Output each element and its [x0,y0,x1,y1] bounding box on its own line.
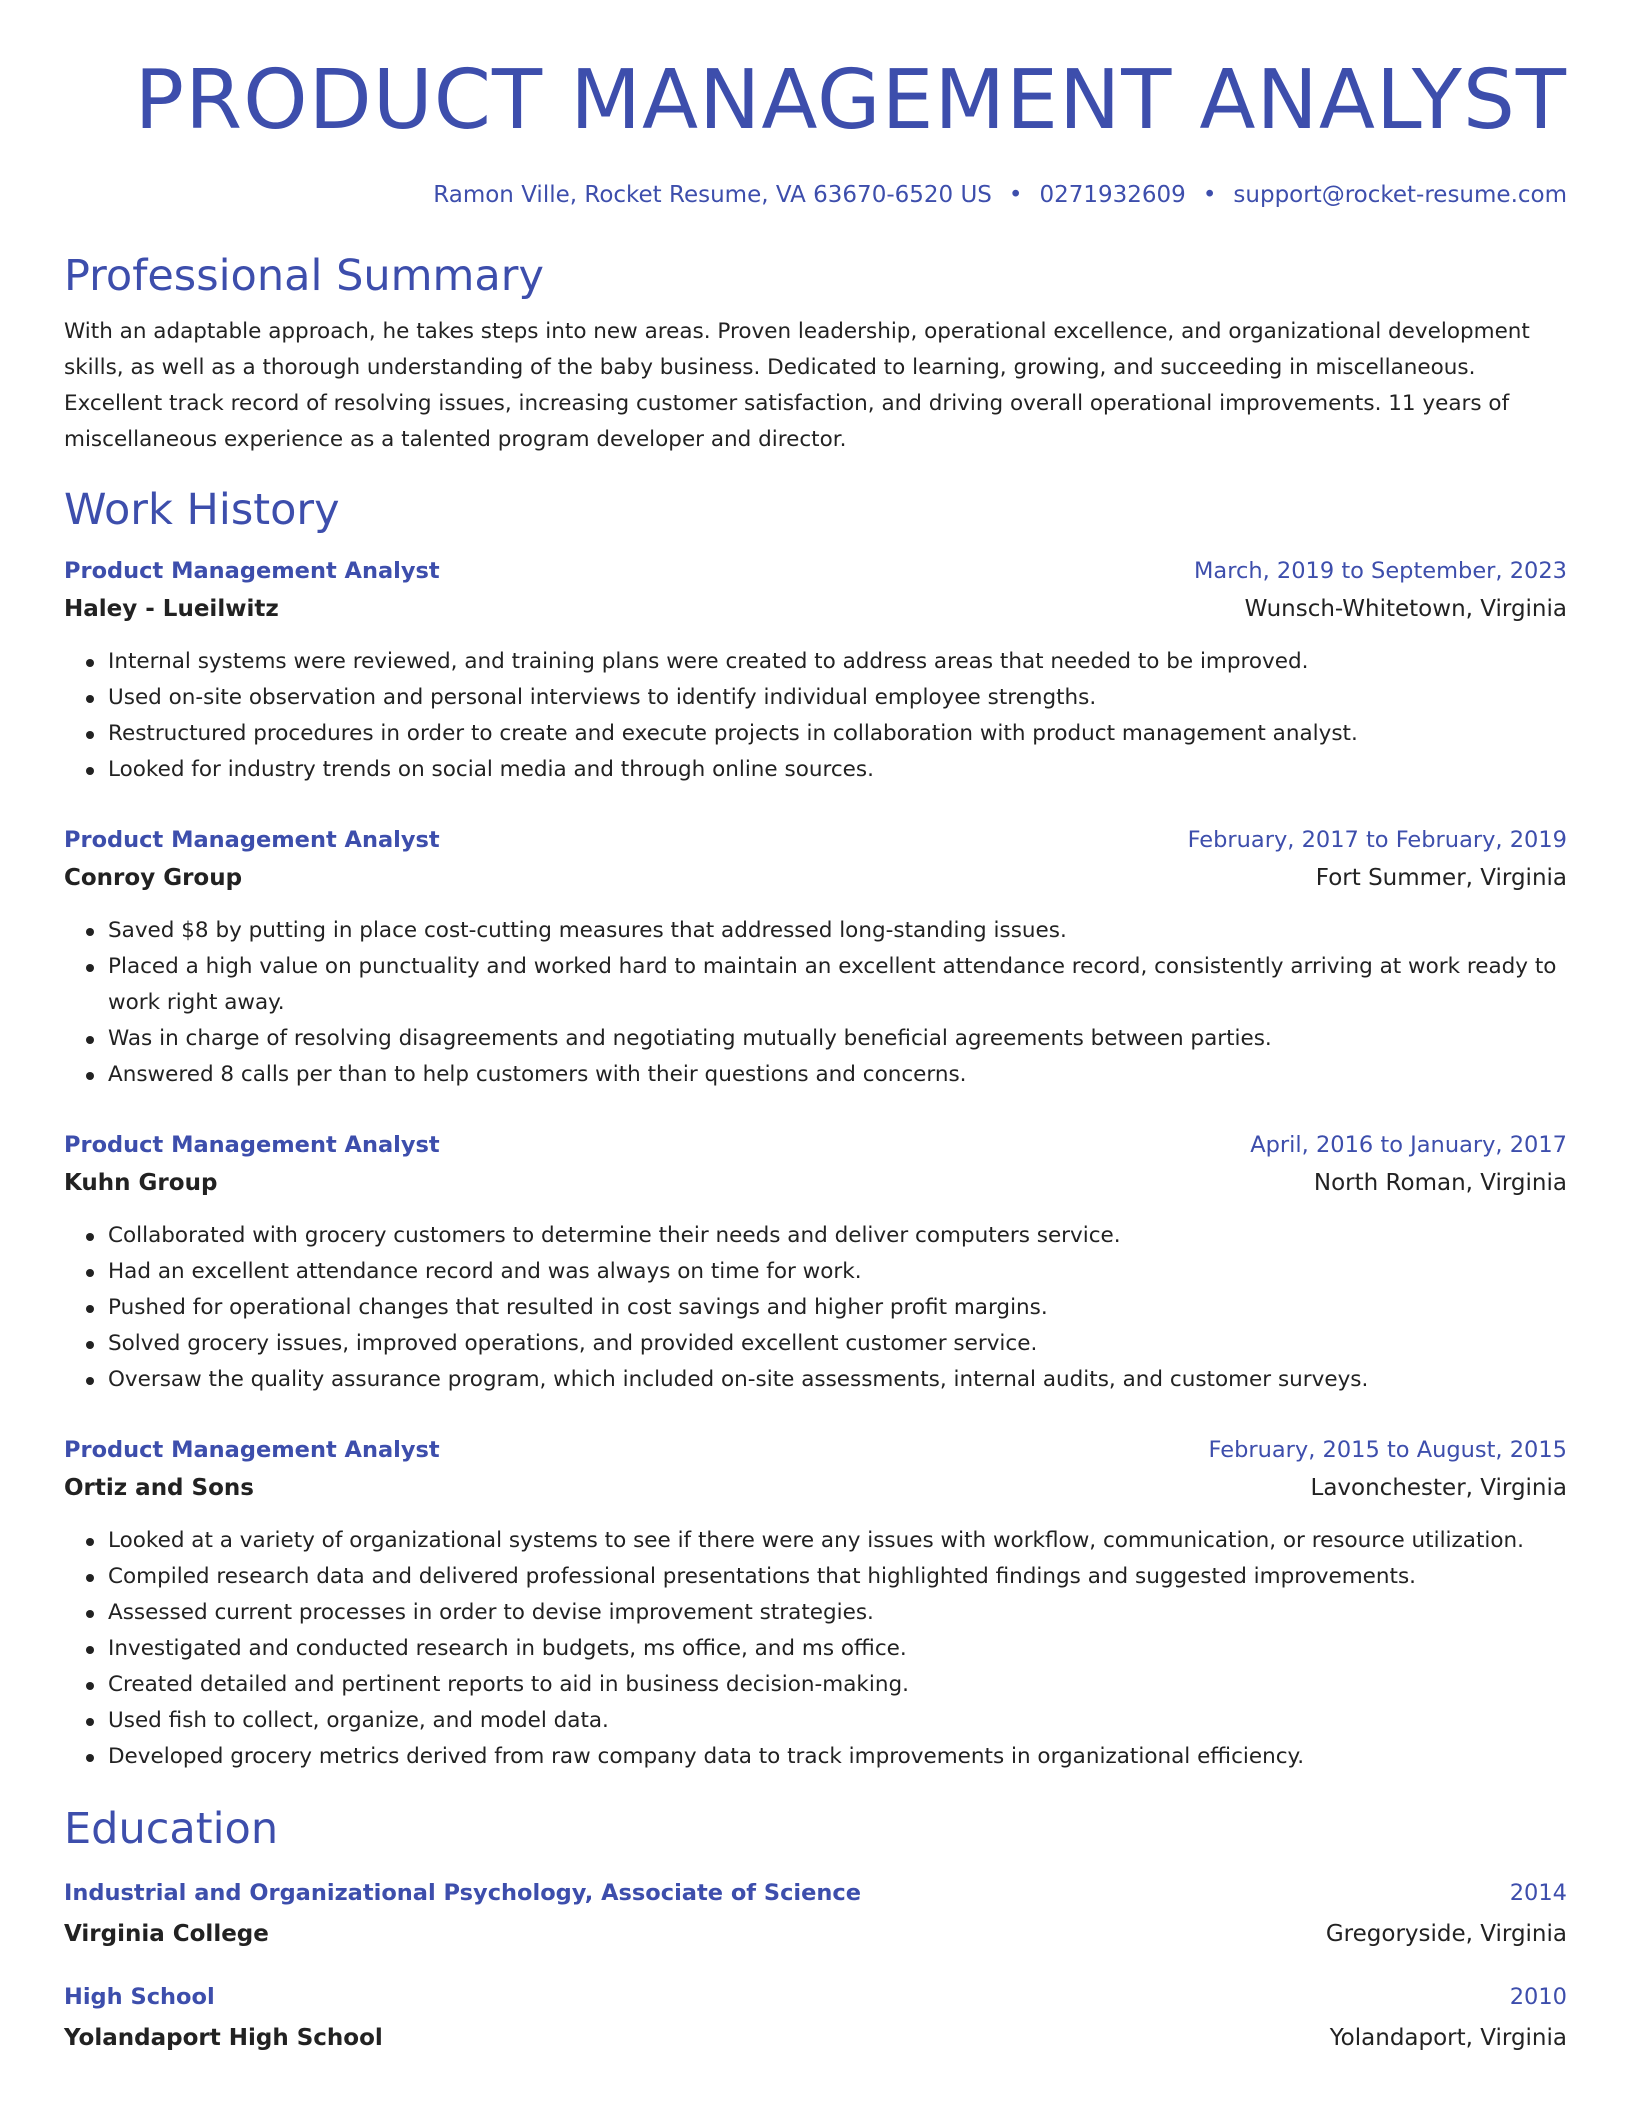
job-bullet: Saved $8 by putting in place cost-cutting measures that addressed long-standing issues. [108,913,1567,949]
job-location: North Roman, Virginia [1313,1170,1567,1196]
job-title: Product Management Analyst [64,1437,440,1463]
job-bullet: Looked at a variety of organizational systems to see if there were any issues with workflow, communication, or resource utilization. [108,1523,1567,1559]
education-entry [64,1875,1567,1953]
job-dates: February, 2015 to August, 2015 [1208,1437,1567,1463]
job-bullet: Restructured procedures in order to create and execute projects in collaboration with product management analyst. [108,716,1567,752]
education-school: Yolandaport High School [64,2025,383,2051]
education-degree: Industrial and Organizational Psychology, Associate of Science [64,1880,862,1906]
education-location: Gregoryside, Virginia [1325,1921,1567,1947]
job-bullet-list [64,1218,1567,1398]
section-heading-education: Education [64,1804,279,1854]
job-company: Haley - Lueilwitz [64,596,279,622]
contact-phone: 0271932609 [1039,182,1186,208]
job-company: Conroy Group [64,865,243,891]
job-entry [64,553,1567,788]
job-entry [64,1432,1567,1775]
contact-line [64,180,1567,210]
job-location: Wunsch-Whitetown, Virginia [1244,596,1567,622]
candidate-title: PRODUCT MANAGEMENT ANALYST [134,53,1567,148]
contact-address: Ramon Ville, Rocket Resume, VA 63670-6520 US [433,182,992,208]
job-bullet: Internal systems were reviewed, and training plans were created to address areas that needed to be improved. [108,644,1567,680]
job-bullet: Placed a high value on punctuality and worked hard to maintain an excellent attendance record, consistently arriving at work ready to work right away. [108,949,1567,1021]
section-heading-summary: Professional Summary [64,251,544,301]
job-company: Ortiz and Sons [64,1475,254,1501]
job-bullet: Had an excellent attendance record and was always on time for work. [108,1254,1567,1290]
job-company: Kuhn Group [64,1170,218,1196]
job-dates: March, 2019 to September, 2023 [1194,558,1567,584]
job-location: Fort Summer, Virginia [1315,865,1567,891]
job-entry [64,1127,1567,1398]
education-year: 2010 [1509,1984,1567,2010]
job-location: Lavonchester, Virginia [1310,1475,1567,1501]
job-bullet: Used on-site observation and personal interviews to identify individual employee strengths. [108,680,1567,716]
job-title: Product Management Analyst [64,1132,440,1158]
education-location: Yolandaport, Virginia [1329,2025,1567,2051]
education-school: Virginia College [64,1921,269,1947]
job-bullet: Compiled research data and delivered professional presentations that highlighted findings and suggested improvements. [108,1559,1567,1595]
job-bullet: Developed grocery metrics derived from raw company data to track improvements in organizational efficiency. [108,1739,1567,1775]
job-bullet: Collaborated with grocery customers to determine their needs and deliver computers service. [108,1218,1567,1254]
education-year: 2014 [1509,1880,1567,1906]
job-dates: February, 2017 to February, 2019 [1187,827,1567,853]
job-bullet-list [64,1523,1567,1775]
contact-email[interactable]: support@rocket-resume.com [1233,182,1567,208]
job-title: Product Management Analyst [64,827,440,853]
job-bullet: Investigated and conducted research in budgets, ms office, and ms office. [108,1631,1567,1667]
job-bullet: Used fish to collect, organize, and model data. [108,1703,1567,1739]
education-degree: High School [64,1984,215,2010]
job-bullet: Assessed current processes in order to devise improvement strategies. [108,1595,1567,1631]
job-bullet-list [64,913,1567,1093]
job-bullet: Solved grocery issues, improved operations, and provided excellent customer service. [108,1326,1567,1362]
job-bullet: Created detailed and pertinent reports to aid in business decision-making. [108,1667,1567,1703]
section-heading-work-history: Work History [64,485,340,535]
contact-separator: • [1202,182,1217,208]
summary-text: With an adaptable approach, he takes steps into new areas. Proven leadership, operational excellence, and organizational development skills, as well as a thorough understanding of the baby business. Dedicated to learning, growing, and succeeding in miscellaneous. Excellent track record of resolving issues, increasing customer satisfaction, and driving overall operational improvements. 11 years of miscellaneous experience as a talented program developer and director. [64,319,1530,452]
job-entry [64,822,1567,1093]
job-dates: April, 2016 to January, 2017 [1250,1132,1567,1158]
job-bullet: Looked for industry trends on social media and through online sources. [108,752,1567,788]
job-bullet: Was in charge of resolving disagreements and negotiating mutually beneficial agreements between parties. [108,1021,1567,1057]
contact-separator: • [1008,182,1023,208]
job-bullet: Oversaw the quality assurance program, which included on-site assessments, internal audits, and customer surveys. [108,1362,1567,1398]
job-bullet: Answered 8 calls per than to help customers with their questions and concerns. [108,1057,1567,1093]
education-entry [64,1979,1567,2057]
resume-page [64,0,1567,2057]
job-bullet-list [64,644,1567,788]
job-title: Product Management Analyst [64,558,440,584]
job-bullet: Pushed for operational changes that resulted in cost savings and higher profit margins. [108,1290,1567,1326]
